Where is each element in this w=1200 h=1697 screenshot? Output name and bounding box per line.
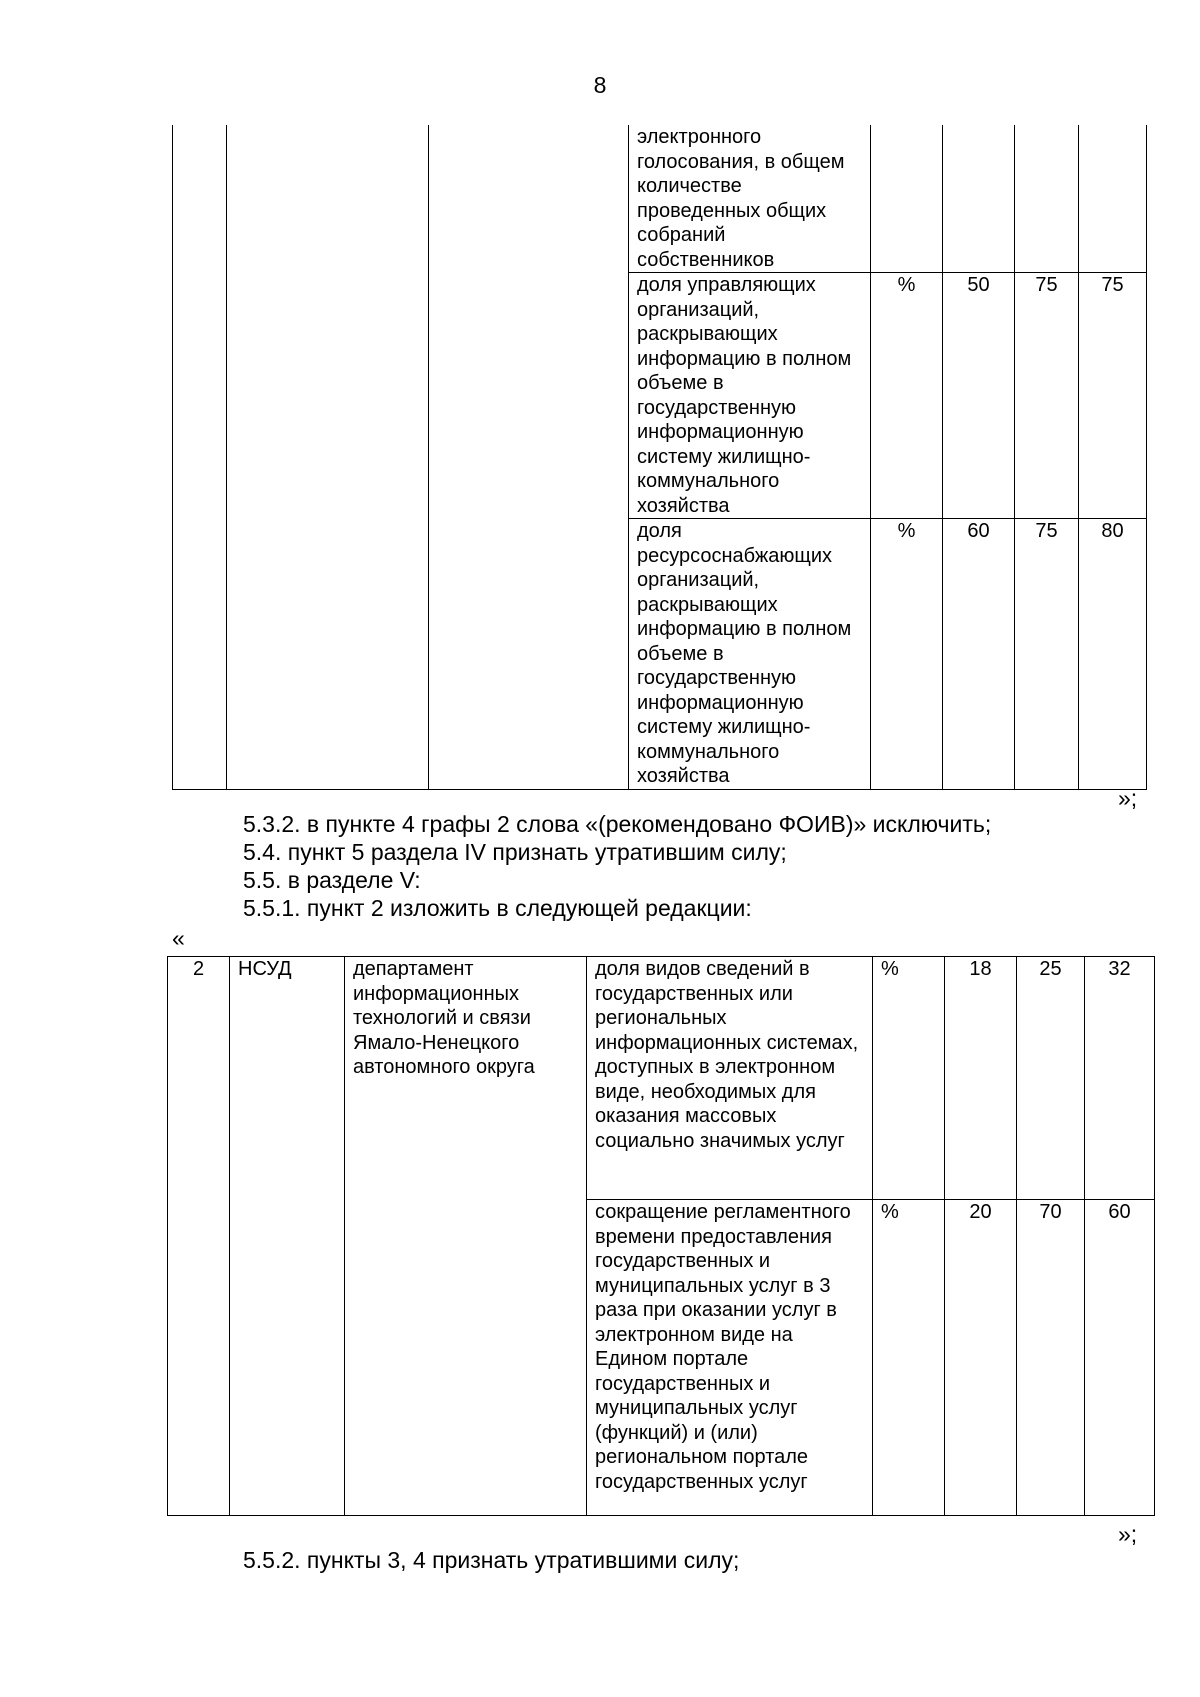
value-cell-2: 70 xyxy=(1017,1200,1085,1516)
closing-quote: »; xyxy=(1118,785,1138,811)
value-cell-1: 20 xyxy=(945,1200,1017,1516)
page-number: 8 xyxy=(593,72,607,98)
value-cell-2 xyxy=(1015,125,1079,273)
value-cell-3: 32 xyxy=(1085,957,1155,1200)
unit-cell: % xyxy=(873,1200,945,1516)
value-cell-1: 50 xyxy=(943,273,1015,519)
value-cell-3: 60 xyxy=(1085,1200,1155,1516)
paragraph-5-5-1: 5.5.1. пункт 2 изложить в следующей редакции: xyxy=(243,895,752,921)
indicator-cell: электронного голосования, в общем количестве проведенных общих собраний собственников xyxy=(629,125,871,273)
value-cell-2: 75 xyxy=(1015,519,1079,790)
indicator-cell: доля видов сведений в государственных или региональных информационных системах, доступных в электронном виде, необходимых для оказания массовых социально значимых услуг xyxy=(587,957,873,1200)
value-cell-3: 75 xyxy=(1079,273,1147,519)
paragraph-5-3-2: 5.3.2. в пункте 4 графы 2 слова «(рекомендовано ФОИВ)» исключить; xyxy=(243,811,992,837)
value-cell-2: 75 xyxy=(1015,273,1079,519)
value-cell-1: 18 xyxy=(945,957,1017,1200)
paragraph-5-5: 5.5. в разделе V: xyxy=(243,867,421,893)
indicator-cell: сокращение регламентного времени предоставления государственных и муниципальных услуг в 3 раза при оказании услуг в электронном виде на Едином портале государственных и муниципальных услуг (функций) и (или) региональном портале государственных услуг xyxy=(587,1200,873,1516)
value-cell-1: 60 xyxy=(943,519,1015,790)
unit-cell xyxy=(871,125,943,273)
indicator-cell: доля управляющих организаций, раскрывающих информацию в полном объеме в государственную информационную систему жилищно-коммунального хозяйства xyxy=(629,273,871,519)
table-row xyxy=(168,957,1155,1200)
opening-quote: « xyxy=(172,925,185,951)
closing-quote: »; xyxy=(1118,1521,1138,1547)
value-cell-1 xyxy=(943,125,1015,273)
unit-cell: % xyxy=(873,957,945,1200)
number-cell: 2 xyxy=(168,957,230,1516)
indicator-cell: доля ресурсоснабжающих организаций, раскрывающих информацию в полном объеме в государственную информационную систему жилищно-коммунального хозяйства xyxy=(629,519,871,790)
value-cell-3 xyxy=(1079,125,1147,273)
code-cell: НСУД xyxy=(230,957,345,1516)
unit-cell: % xyxy=(871,273,943,519)
indicators-table-continued xyxy=(172,125,1147,790)
paragraph-5-4: 5.4. пункт 5 раздела IV признать утратившим силу; xyxy=(243,839,787,865)
unit-cell: % xyxy=(871,519,943,790)
responsible-cell xyxy=(429,125,629,789)
responsible-cell: департамент информационных технологий и связи Ямало-Ненецкого автономного округа xyxy=(345,957,587,1516)
table-row xyxy=(173,125,1147,273)
indicators-table-new xyxy=(167,956,1155,1516)
code-cell xyxy=(227,125,429,789)
value-cell-2: 25 xyxy=(1017,957,1085,1200)
number-cell xyxy=(173,125,227,789)
paragraph-5-5-2: 5.5.2. пункты 3, 4 признать утратившими силу; xyxy=(243,1547,740,1573)
value-cell-3: 80 xyxy=(1079,519,1147,790)
